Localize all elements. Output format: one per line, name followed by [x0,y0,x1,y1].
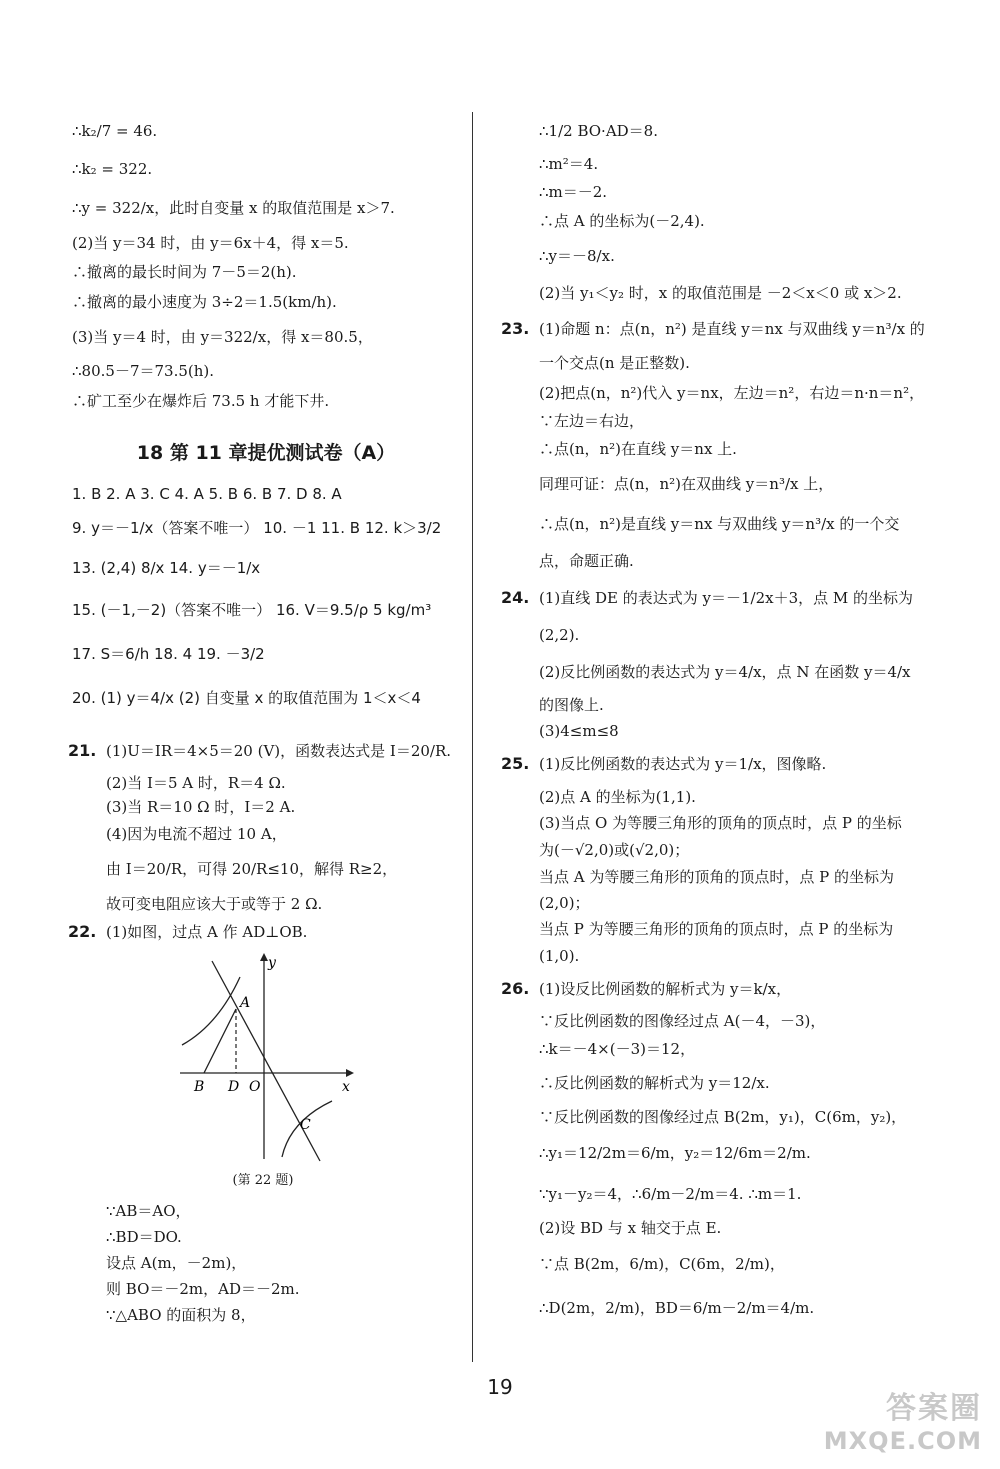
question-22 [68,919,460,1328]
question-23 [501,310,925,578]
text-line: 由 I＝20/R，可得 20/R≤10，解得 R≥2， [106,860,398,878]
left-column [68,112,460,1328]
text-line: (1)U＝IR＝4×5＝20 (V)，函数表达式是 I＝20/R. [106,742,452,760]
answer-row: 17. S＝6/h 18. 4 19. －3/2 [72,645,265,663]
question-number: 23. [501,319,530,338]
text-line: ∵左边＝右边， [539,412,645,430]
text-line: (2)当 I＝5 A 时，R＝4 Ω. [106,774,286,792]
q22-continued [72,1198,460,1328]
watermark [824,1383,982,1455]
text-line: (4)因为电流不超过 10 A， [106,825,287,843]
answer-row: 9. y＝－1/x（答案不唯一） 10. －1 11. B 12. k＞3/2 [72,519,442,537]
page-number: 19 [487,1375,513,1399]
text-line: (1)如图，过点 A 作 AD⊥OB. [106,923,308,941]
watermark-title: 答案圈 [886,1391,982,1426]
text-line: (1,0). [539,947,580,965]
right-column [501,112,925,1330]
text-line: ∵点 B(2m，6/m)，C(6m，2/m)， [539,1255,785,1273]
text-line: (2)反比例函数的表达式为 y＝4/x，点 N 在函数 y＝4/x [539,663,911,681]
text-line: (2)点 A 的坐标为(1,1). [539,788,696,806]
figure-22 [170,951,356,1188]
left-top-lines [72,112,460,416]
text-line: 的图像上. [539,696,604,714]
text-line: (1)设反比例函数的解析式为 y＝k/x， [539,980,792,998]
question-number: 22. [68,922,97,941]
label-y: y [268,955,276,971]
text-line: (2,2). [539,626,580,644]
text-line: ∴k₂ = 322. [72,160,153,178]
label-D: D [228,1079,240,1095]
text-line: 同理可证：点(n，n²)在双曲线 y＝n³/x 上， [539,475,834,493]
label-O: O [249,1079,261,1095]
text-line: (2)当 y₁＜y₂ 时，x 的取值范围是 －2＜x＜0 或 x＞2. [539,284,902,302]
question-number: 21. [68,741,97,760]
answer-row: 15. (－1,－2)（答案不唯一） 16. V＝9.5/ρ 5 kg/m³ [72,601,432,619]
text-line: (2)把点(n，n²)代入 y＝nx，左边＝n²，右边＝n·n＝n²， [539,384,925,402]
answer-row: 1. B 2. A 3. C 4. A 5. B 6. B 7. D 8. A [72,485,342,503]
text-line: ∵反比例函数的图像经过点 B(2m，y₁)，C(6m，y₂)， [539,1108,907,1126]
section-title: 18 第 11 章提优测试卷（A） [136,442,396,464]
text-line: (3)当 R＝10 Ω 时，I＝2 A. [106,798,296,816]
text-line: ∴点(n，n²)是直线 y＝nx 与双曲线 y＝n³/x 的一个交 [539,515,900,533]
text-line: ∴k₂/7 = 46. [72,122,158,140]
text-line: (3)4≤m≤8 [539,722,619,740]
text-line: ∴D(2m，2/m)，BD＝6/m－2/m＝4/m. [539,1299,815,1317]
text-line: (1)命题 n：点(n，n²) 是直线 y＝nx 与双曲线 y＝n³/x 的 [539,320,925,338]
figure-caption: (第 22 题) [232,1173,294,1188]
text-line: (2,0)； [539,894,590,912]
answer-row: 20. (1) y＝4/x (2) 自变量 x 的取值范围为 1＜x＜4 [72,689,421,707]
question-number: 26. [501,979,530,998]
text-line: (2)当 y＝34 时，由 y＝6x＋4，得 x＝5. [72,234,349,252]
hyperbola-branch-upper [182,977,240,1045]
text-line: 当点 A 为等腰三角形的顶角的顶点时，点 P 的坐标为 [539,868,894,886]
text-line: (1)反比例函数的表达式为 y＝1/x，图像略. [539,755,827,773]
text-line: 当点 P 为等腰三角形的顶角的顶点时，点 P 的坐标为 [539,920,894,938]
question-24 [501,578,915,744]
text-line: ∴y₁＝12/2m＝6/m，y₂＝12/6m＝2/m. [539,1144,811,1162]
text-line: 则 BO＝－2m，AD＝－2m. [106,1280,300,1298]
text-line: (3)当点 O 为等腰三角形的顶角的顶点时，点 P 的坐标 [539,814,902,832]
text-line: ∴k＝－4×(－3)＝12， [539,1040,696,1058]
text-line: ∵反比例函数的图像经过点 A(－4，－3)， [539,1012,826,1030]
text-line: ∴撤离的最长时间为 7－5＝2(h). [72,263,297,281]
text-line: 点，命题正确. [539,552,634,570]
text-line: ∵AB＝AO， [106,1202,191,1220]
text-line: ∴80.5－7＝73.5(h). [72,362,215,380]
text-line: ∴矿工至少在爆炸后 73.5 h 才能下井. [72,392,330,410]
text-line: ∴撤离的最小速度为 3÷2＝1.5(km/h). [72,293,337,311]
watermark-url: MXQE.COM [823,1427,982,1455]
question-25 [501,744,915,970]
label-B: B [194,1079,205,1095]
text-line: (2)设 BD 与 x 轴交于点 E. [539,1219,722,1237]
text-line: ∴点(n，n²)在直线 y＝nx 上. [539,440,737,458]
question-26 [501,970,915,1330]
text-line: (1)直线 DE 的表达式为 y＝－1/2x＋3，点 M 的坐标为 [539,589,914,607]
label-C: C [300,1117,311,1133]
column-divider [472,112,473,1362]
question-21 [68,731,460,919]
text-line: ∴点 A 的坐标为(－2,4). [539,212,705,230]
segment-AB [204,1009,236,1073]
label-x: x [342,1079,350,1095]
text-line: 为(－√2,0)或(√2,0)； [539,841,690,859]
answer-row: 13. (2,4) 8/x 14. y＝－1/x [72,559,261,577]
label-A: A [240,995,251,1011]
text-line: ∵△ABO 的面积为 8， [106,1306,256,1324]
text-line: 一个交点(n 是正整数). [539,354,690,372]
question-number: 24. [501,588,530,607]
text-line: ∴y = 322/x，此时自变量 x 的取值范围是 x＞7. [72,199,395,217]
text-line: ∴反比例函数的解析式为 y＝12/x. [539,1074,770,1092]
text-line: ∵y₁－y₂＝4，∴6/m－2/m＝4. ∴m＝1. [539,1185,802,1203]
x-axis-arrow [346,1069,354,1077]
text-line: 设点 A(m，－2m)， [106,1254,247,1272]
text-line: 故可变电阻应该大于或等于 2 Ω. [106,895,323,913]
text-line: ∴y＝－8/x. [539,247,615,265]
answer-list [72,483,460,731]
text-line: ∴BD＝DO. [106,1228,182,1246]
text-line: (3)当 y＝4 时，由 y＝322/x，得 x＝80.5， [72,328,373,346]
text-line: ∴1/2 BO·AD＝8. [539,122,658,140]
text-line: ∴m²＝4. [539,155,599,173]
text-line: ∴m＝－2. [539,183,608,201]
right-top-lines [505,112,915,310]
hyperbola-diagram [170,951,356,1163]
y-axis-arrow [260,953,268,961]
question-number: 25. [501,754,530,773]
